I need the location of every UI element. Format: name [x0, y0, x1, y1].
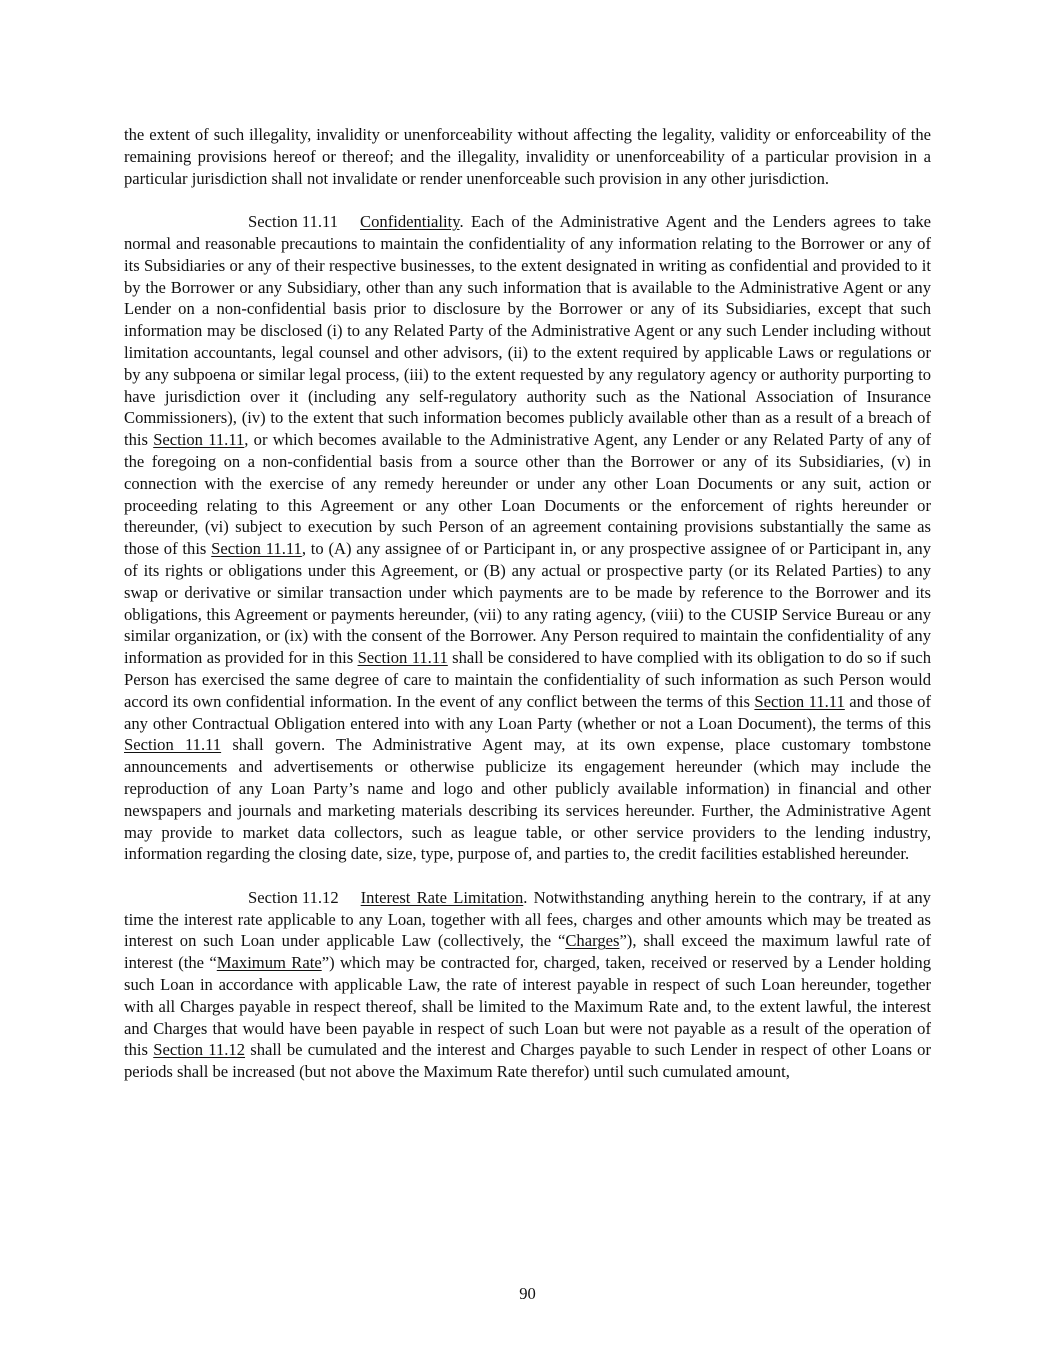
defined-term: Charges [565, 931, 620, 951]
section-text: shall be cumulated and the interest and Charges payable to such Lender in respect of other Loans or periods shall be increased (but not above the Maximum Rate therefor) until such cumulated amount, [124, 1040, 931, 1082]
section-cross-reference: Section 11.11 [124, 735, 222, 755]
section-text: , or which becomes available to the Administrative Agent, any Lender or any Related Party of any of the foregoing on a non-confidential basis from a source other than the Borrower or any of its Subsidiaries, (v) in connection with the exercise of any remedy hereunder or under any other Loan Documents or any suit, action or proceeding relating to this Agreement or any other Loan Documents or the enforcement of rights hereunder or thereunder, (vi) subject to execution by such Person of an agreement containing provisions substantially the same as those of this [124, 430, 932, 559]
section-text: , to (A) any assignee of or Participant in, or any prospective assignee of or Participant in, any of its rights or obligations under this Agreement, or (B) any actual or prospective party (or its Related Parties) to any swap or derivative or similar transaction under which payments are to be made by reference to the Borrower and its obligations, this Agreement or payments hereunder, (vii) to any rating agency, (viii) to the CUSIP Service Bureau or any similar organization, or (ix) with the consent of the Borrower. Any Person required to maintain the confidentiality of any information as provided for in this [124, 539, 931, 668]
section-cross-reference: Section 11.11 [153, 430, 245, 450]
section-text: shall be considered to have complied with its obligation to do so if such Person has exercised the same degree of care to maintain the confidentiality of such information as such Person would accord its own confidential information. In the event of any conflict between the terms of this [124, 648, 932, 711]
section-text: shall govern. The Administrative Agent may, at its own expense, place customary tombstone announcements and advertisements or otherwise publicize its engagement hereunder (which may include the reproduction of any Loan Party’s name and logo and other publicly available information) in financial and other newspapers and journals and marketing materials describing its services hereunder. Further, the Administrative Agent may provide to market data collectors, such as league table, or other service providers to the lending industry, information regarding the closing date, size, type, purpose of, and parties to, the credit facilities established hereunder. [124, 735, 931, 864]
section-cross-reference: Section 11.12 [153, 1040, 246, 1060]
paragraph-continuation: the extent of such illegality, invalidity or unenforceability without affecting the legality, validity or enforceability of the remaining provisions hereof or thereof; and the illegality, invalidity or unenforceability of a particular provision in a particular jurisdiction shall not invalidate or render unenforceable such provision in any other jurisdiction. [124, 125, 931, 188]
section-text: ”) which may be contracted for, charged, taken, received or reserved by a Lender holding such Loan in accordance with applicable Law, the rate of interest payable in respect of such Loan hereunder, together with all Charges payable in respect thereof, shall be limited to the Maximum Rate and, to the extent lawful, the interest and Charges that would have been payable in respect of such Loan but were not payable as a result of the operation of this [124, 953, 931, 1060]
section-11-11-paragraph [124, 211, 931, 865]
section-text: ”), shall exceed the maximum lawful rate of interest (the “ [124, 931, 931, 973]
section-11-12-paragraph [124, 887, 931, 1083]
section-text: and those of any other Contractual Obligation entered into with any Loan Party (whether or not a Loan Document), the terms of this [124, 691, 931, 733]
section-text: . Each of the Administrative Agent and the Lenders agrees to take normal and reasonable precautions to maintain the confidentiality of any information relating to the Borrower or any of its Subsidiaries or any of their respective businesses, to the extent designated in writing as confidential and provided to it by the Borrower or any Subsidiary, other than any such information that is available to the Administrative Agent or any Lender on a non-confidential basis prior to disclosure by the Borrower or any of its Subsidiaries, except that such information may be disclosed (i) to any Related Party of the Administrative Agent or any such Lender including without limitation accountants, legal counsel and other advisors, (ii) to the extent required by applicable Laws or regulations or by any subpoena or similar legal process, (iii) to the extent requested by any regulatory agency or authority purporting to have jurisdiction over it (including any self-regulatory authority such as the National Association of Insurance Commissioners), (iv) to the extent that such information becomes publicly available other than as a result of a breach of this [124, 212, 931, 450]
section-cross-reference: Section 11.11 [211, 539, 302, 559]
section-cross-reference: Section 11.11 [357, 648, 448, 668]
section-cross-reference: Section 11.11 [754, 691, 845, 711]
section-number: Section 11.11 [248, 212, 339, 232]
section-heading: Confidentiality [360, 212, 460, 232]
section-heading: Interest Rate Limitation [360, 887, 524, 907]
section-text: . Notwithstanding anything herein to the contrary, if at any time the interest rate applicable to any Loan, together with all fees, charges and other amounts which may be treated as interest on such Loan under applicable Law (collectively, the “ [124, 887, 931, 951]
page-number: 90 [519, 1284, 536, 1303]
defined-term: Maximum Rate [216, 953, 322, 973]
document-body [124, 124, 931, 1105]
section-number: Section 11.12 [248, 887, 339, 907]
